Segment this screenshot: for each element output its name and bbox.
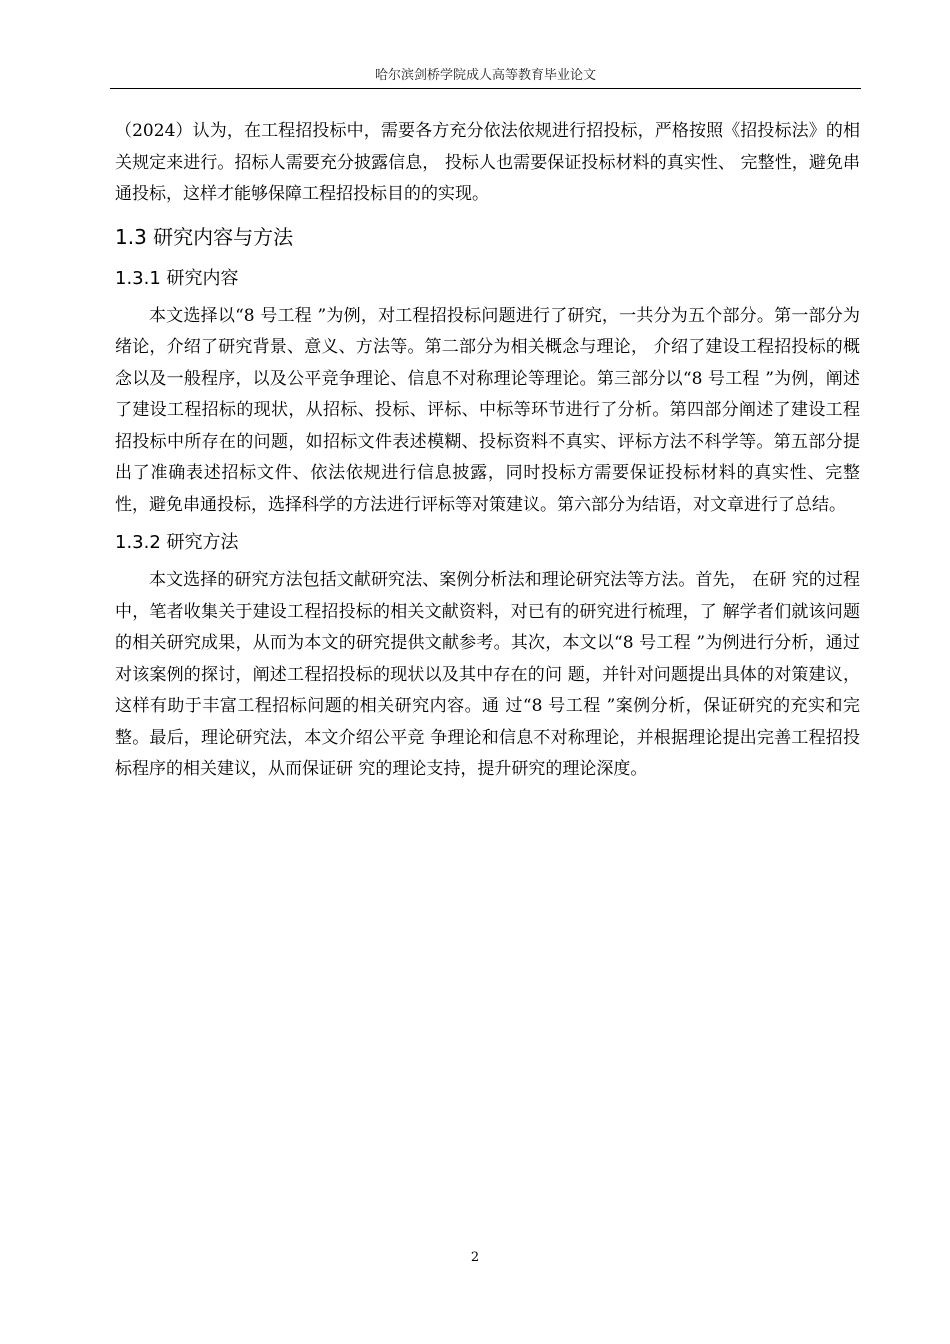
research-content-paragraph: 本文选择以“8 号工程 ”为例，对工程招投标问题进行了研究，一共分为五个部分。第一部分为绪论，介绍了研究背景、意义、方法等。第二部分为相关概念与理论， 介绍了建设工程招投标的概念以及一般程序，以及公平竞争理论、信息不对称理论等理论。第三部分以“8 号工程 ”为例，阐述了建设工程招标的现状，从招标、投标、评标、中标等环节进行了分析。第四部分阐述了建设工程招投标中所存在的问题，如招标文件表述模糊、投标资料不真实、评标方法不科学等。第五部分提出了准确表述招标文件、依法依规进行信息披露，同时投标方需要保证投标材料的真实性、完整性，避免串通投标，选择科学的方法进行评标等对策建议。第六部分为结语，对文章进行了总结。 [115,305,860,515]
section-heading: 1.3 研究内容与方法 [115,224,294,249]
header-divider [110,88,861,89]
research-method-paragraph: 本文选择的研究方法包括文献研究法、案例分析法和理论研究法等方法。首先， 在研 究的过程中，笔者收集关于建设工程招投标的相关文献资料，对已有的研究进行梳理，了 解学者们就该问题的相关研究成果，从而为本文的研究提供文献参考。其次，本文以“8 号工程 ”为例进行分析，通过对该案例的探讨，阐述工程招投标的现状以及其中存在的问 题，并针对问题提出具体的对策建议，这样有助于丰富工程招标问题的相关研究内容。通 过“8 号工程 ”案例分析，保证研究的充实和完整。最后，理论研究法，本文介绍公平竞 争理论和信息不对称理论，并根据理论提出完善工程招投标程序的相关建议，从而保证研 究的理论支持，提升研究的理论深度。 [115,570,860,779]
subsection-heading-research-method: 1.3.2 研究方法 [115,532,239,553]
document-body [115,116,860,786]
continued-paragraph: （2024）认为，在工程招投标中，需要各方充分依法依规进行招投标，严格按照《招投标法》的相关规定来进行。招标人需要充分披露信息， 投标人也需要保证投标材料的真实性、 完整性，避免串通投标，这样才能够保障工程招投标目的的实现。 [115,121,860,204]
page-number: 2 [470,1250,480,1265]
subsection-heading-research-content: 1.3.1 研究内容 [115,267,239,289]
page-header-title: 哈尔滨剑桥学院成人高等教育毕业论文 [374,68,596,83]
